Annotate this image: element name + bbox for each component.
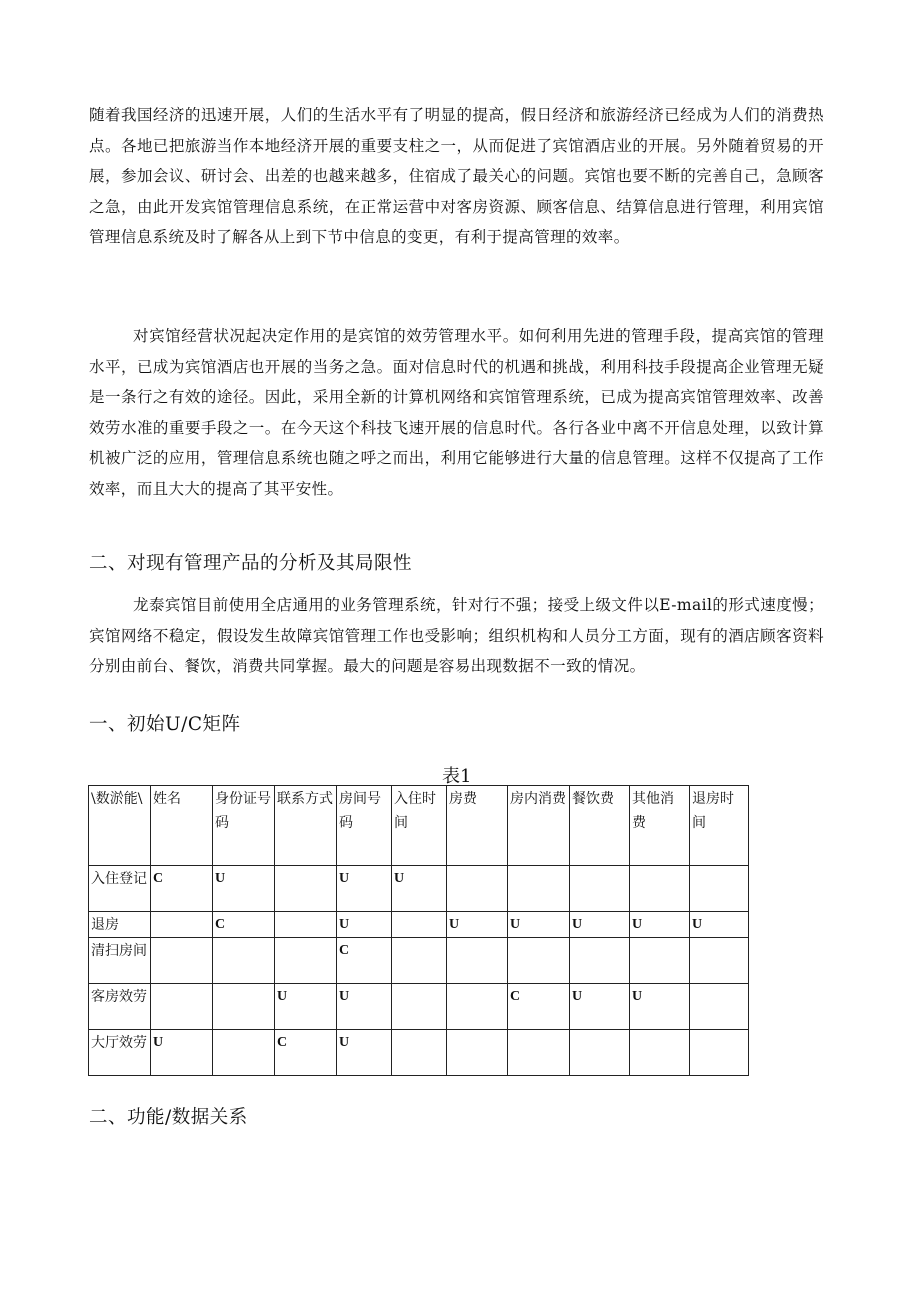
matrix-cell <box>275 938 337 984</box>
matrix-cell: C <box>275 1030 337 1076</box>
column-header: 餐饮费 <box>570 786 630 866</box>
matrix-cell: U <box>447 912 508 938</box>
heading-function-data-relation: 二、功能/数据关系 <box>89 1107 248 1128</box>
table-caption: 表1 <box>442 766 472 787</box>
table-row <box>89 1030 749 1076</box>
matrix-cell <box>630 866 690 912</box>
column-header: 房费 <box>447 786 508 866</box>
row-label: 清扫房间 <box>89 938 151 984</box>
table-corner-cell: \数淤能\ <box>89 786 151 866</box>
matrix-cell <box>570 1030 630 1076</box>
matrix-cell <box>447 1030 508 1076</box>
matrix-cell <box>213 1030 275 1076</box>
row-label: 退房 <box>89 912 151 938</box>
row-label: 客房效劳 <box>89 984 151 1030</box>
row-label: 大厅效劳 <box>89 1030 151 1076</box>
matrix-cell <box>392 912 447 938</box>
matrix-cell <box>447 984 508 1030</box>
matrix-cell: U <box>151 1030 213 1076</box>
matrix-cell <box>151 984 213 1030</box>
matrix-cell <box>690 1030 749 1076</box>
matrix-cell: U <box>570 912 630 938</box>
matrix-cell <box>392 984 447 1030</box>
matrix-cell: U <box>690 912 749 938</box>
table-row <box>89 984 749 1030</box>
matrix-cell <box>275 866 337 912</box>
matrix-cell <box>630 938 690 984</box>
matrix-cell: U <box>275 984 337 1030</box>
table-row <box>89 912 749 938</box>
matrix-cell: U <box>337 1030 392 1076</box>
column-header: 房间号码 <box>337 786 392 866</box>
column-header: 房内消费 <box>508 786 570 866</box>
matrix-cell <box>151 912 213 938</box>
matrix-cell: C <box>337 938 392 984</box>
heading-uc-matrix: 一、初始U/C矩阵 <box>89 714 241 735</box>
column-header: 其他消费 <box>630 786 690 866</box>
matrix-cell <box>213 984 275 1030</box>
matrix-cell: U <box>337 866 392 912</box>
matrix-cell: C <box>508 984 570 1030</box>
matrix-cell: C <box>213 912 275 938</box>
matrix-cell: U <box>337 984 392 1030</box>
paragraph-longtai-hotel: 龙泰宾馆目前使用全店通用的业务管理系统，针对行不强；接受上级文件以E-mail的形式速度慢；宾馆网络不稳定，假设发生故障宾馆管理工作也受影响；组织机构和人员分工方面，现有的酒店顾客资料分别由前台、餐饮，消费共同掌握。最大的问题是容易出现数据不一致的情况。 <box>89 596 824 676</box>
column-header: 入住时间 <box>392 786 447 866</box>
column-header: 身份证号码 <box>213 786 275 866</box>
matrix-cell: U <box>392 866 447 912</box>
matrix-cell <box>151 938 213 984</box>
matrix-cell <box>508 938 570 984</box>
paragraph-intro: 随着我国经济的迅速开展，人们的生活水平有了明显的提高，假日经济和旅游经济已经成为人们的消费热点。各地已把旅游当作本地经济开展的重要支柱之一，从而促进了宾馆酒店业的开展。另外随着贸易的开展，参加会议、研讨会、出差的也越来越多，住宿成了最关心的问题。宾馆也要不断的完善自己，急顾客之急，由此开发宾馆管理信息系统，在正常运营中对客房资源、顾客信息、结算信息进行管理，利用宾馆管理信息系统及时了解各从上到下节中信息的变更，有利于提高管理的效率。 <box>89 106 824 247</box>
matrix-cell <box>690 984 749 1030</box>
matrix-cell <box>508 1030 570 1076</box>
matrix-cell <box>570 938 630 984</box>
matrix-cell <box>275 912 337 938</box>
column-header: 退房时间 <box>690 786 749 866</box>
matrix-cell <box>447 938 508 984</box>
uc-matrix-table <box>88 785 749 1076</box>
matrix-cell: U <box>508 912 570 938</box>
heading-existing-product-analysis: 二、对现有管理产品的分析及其局限性 <box>89 553 413 574</box>
table-row <box>89 866 749 912</box>
paragraph-service-management: 对宾馆经营状况起决定作用的是宾馆的效劳管理水平。如何利用先进的管理手段，提高宾馆的管理水平，已成为宾馆酒店也开展的当务之急。面对信息时代的机遇和挑战，利用科技手段提高企业管理无疑是一条行之有效的途径。因此，采用全新的计算机网络和宾馆管理系统，已成为提高宾馆管理效率、改善效劳水准的重要手段之一。在今天这个科技飞速开展的信息时代。各行各业中离不开信息处理，以致计算机被广泛的应用，管理信息系统也随之呼之而出，利用它能够进行大量的信息管理。这样不仅提高了工作效率，而且大大的提高了其平安性。 <box>89 327 824 498</box>
table-row <box>89 938 749 984</box>
matrix-cell <box>570 866 630 912</box>
matrix-cell <box>630 1030 690 1076</box>
matrix-cell: U <box>630 984 690 1030</box>
matrix-cell: U <box>570 984 630 1030</box>
matrix-cell <box>392 938 447 984</box>
matrix-cell <box>508 866 570 912</box>
matrix-cell: U <box>213 866 275 912</box>
matrix-cell <box>213 938 275 984</box>
column-header: 姓名 <box>151 786 213 866</box>
matrix-cell <box>447 866 508 912</box>
matrix-cell: C <box>151 866 213 912</box>
matrix-cell: U <box>630 912 690 938</box>
column-header: 联系方式 <box>275 786 337 866</box>
table-header-row <box>89 786 749 866</box>
matrix-cell <box>392 1030 447 1076</box>
row-label: 入住登记 <box>89 866 151 912</box>
matrix-cell <box>690 866 749 912</box>
matrix-cell <box>690 938 749 984</box>
matrix-cell: U <box>337 912 392 938</box>
